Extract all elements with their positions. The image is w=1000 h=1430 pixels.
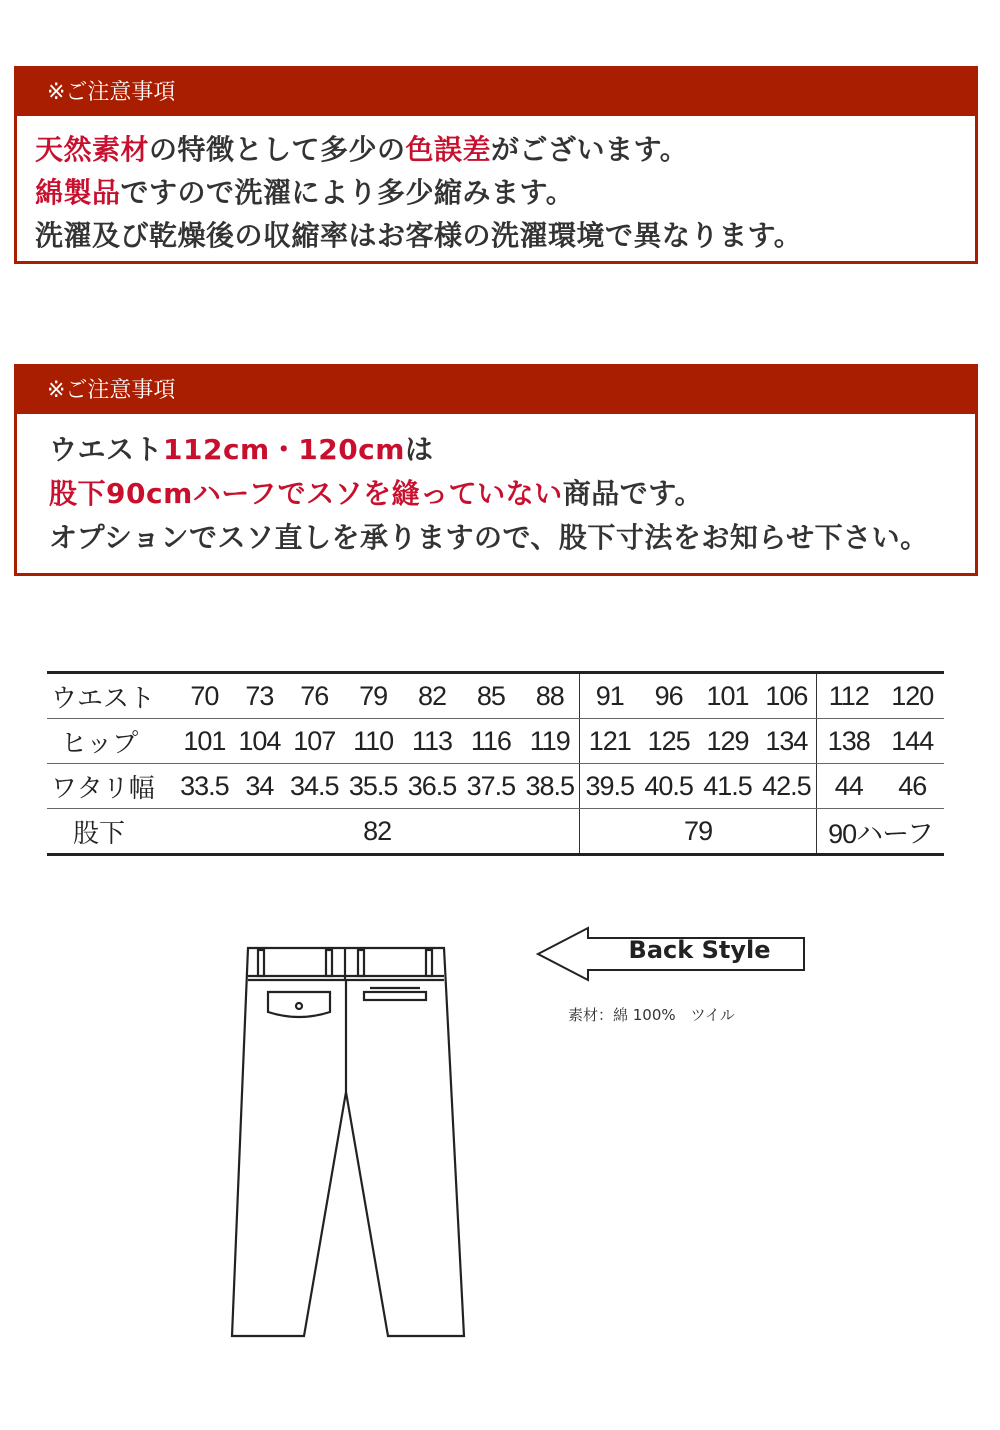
table-cell: 39.5 <box>580 764 639 809</box>
table-cell: 101 <box>698 673 757 719</box>
table-cell: 101 <box>175 719 234 764</box>
notice-text: オプションでスソ直しを承りますので、股下寸法をお知らせ下さい。 <box>49 521 929 554</box>
row-label: ヒップ <box>47 719 175 764</box>
row-label: 股下 <box>73 818 126 849</box>
table-cell: 104 <box>234 719 285 764</box>
table-cell: 107 <box>285 719 344 764</box>
notice-box-2 <box>14 364 978 576</box>
notice-body <box>17 116 975 257</box>
table-cell: 38.5 <box>520 764 579 809</box>
table-cell: 110 <box>344 719 403 764</box>
table-cell: 36.5 <box>403 764 462 809</box>
table-cell: 112 <box>816 673 880 719</box>
table-cell: 96 <box>639 673 698 719</box>
row-label: ウエスト <box>47 673 175 719</box>
table-cell: 129 <box>698 719 757 764</box>
table-row-thigh <box>47 764 944 809</box>
table-cell: 79 <box>344 673 403 719</box>
table-cell: 76 <box>285 673 344 719</box>
pants-back-illustration <box>228 940 468 1345</box>
table-cell: 44 <box>816 764 880 809</box>
notice-text: 天然素材 <box>35 133 150 166</box>
table-cell: 37.5 <box>461 764 520 809</box>
notice-text: 色誤差 <box>405 133 492 166</box>
table-cell: 144 <box>881 719 944 764</box>
table-cell: 120 <box>881 673 944 719</box>
back-style-label: Back Style <box>628 936 771 964</box>
notice-line <box>49 516 975 560</box>
notice-text: 商品です。 <box>562 477 703 510</box>
table-cell: 46 <box>881 764 944 809</box>
table-row-hip <box>47 719 944 764</box>
table-cell: 79 <box>580 809 817 855</box>
notice-line <box>35 171 975 214</box>
table-cell: 91 <box>580 673 639 719</box>
notice-header: ※ご注意事項 <box>17 367 975 414</box>
table-row-waist <box>47 673 944 719</box>
notice-header: ※ご注意事項 <box>17 69 975 116</box>
notice-line <box>49 472 975 516</box>
notice-body <box>17 414 975 560</box>
table-cell: 34.5 <box>285 764 344 809</box>
table-cell: 33.5 <box>175 764 234 809</box>
notice-text: ですので洗濯により多少縮みます。 <box>120 176 575 209</box>
table-cell: 35.5 <box>344 764 403 809</box>
table-cell: 113 <box>403 719 462 764</box>
notice-line <box>49 428 975 472</box>
table-cell: 82 <box>363 815 392 846</box>
table-cell: 70 <box>175 673 234 719</box>
notice-text: がございます。 <box>491 133 689 166</box>
table-cell: 42.5 <box>757 764 816 809</box>
notice-text: ウエスト <box>49 433 164 466</box>
table-cell: 125 <box>639 719 698 764</box>
table-cell: 88 <box>520 673 579 719</box>
notice-line <box>35 214 975 257</box>
table-cell: 40.5 <box>639 764 698 809</box>
material-text: 素材：綿 100% ツイル <box>568 1006 735 1024</box>
table-cell: 106 <box>757 673 816 719</box>
notice-line <box>35 128 975 171</box>
notice-text: 洗濯及び乾燥後の収縮率はお客様の洗濯環境で異なります。 <box>35 219 803 252</box>
table-cell: 138 <box>816 719 880 764</box>
size-table <box>47 671 944 856</box>
table-cell: 34 <box>234 764 285 809</box>
table-cell: 134 <box>757 719 816 764</box>
table-row-inseam <box>47 809 944 855</box>
table-cell: 73 <box>234 673 285 719</box>
table-cell: 116 <box>461 719 520 764</box>
table-cell: 90ハーフ <box>816 809 944 855</box>
notice-text: 112cm・120cm <box>163 433 405 466</box>
notice-box-1 <box>14 66 978 264</box>
table-cell: 41.5 <box>698 764 757 809</box>
table-cell: 121 <box>580 719 639 764</box>
notice-text: 股下90cmハーフでスソを縫っていない <box>49 477 563 510</box>
table-cell: 82 <box>403 673 462 719</box>
row-label: ワタリ幅 <box>47 764 175 809</box>
notice-text: の特徴として多少の <box>149 133 406 166</box>
notice-text: は <box>404 433 434 466</box>
notice-text: 綿製品 <box>35 176 121 209</box>
table-cell: 85 <box>461 673 520 719</box>
table-cell: 119 <box>520 719 579 764</box>
